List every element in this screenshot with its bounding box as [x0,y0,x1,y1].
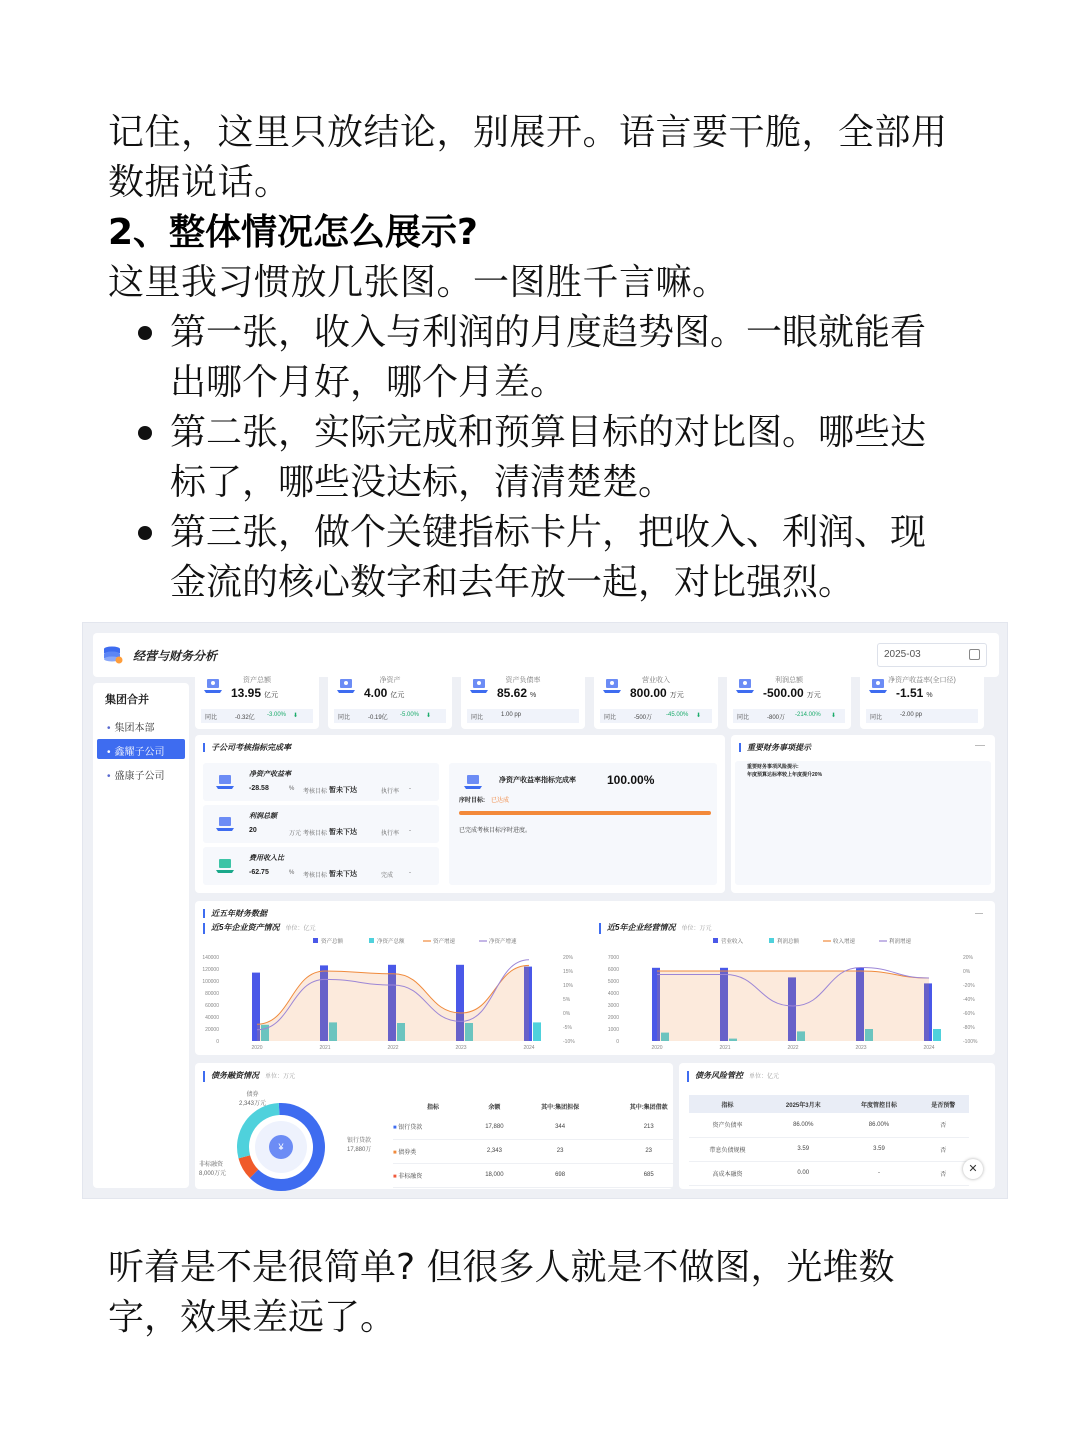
x-tick-label: 2022 [387,1045,399,1051]
legend-swatch [769,938,774,943]
risk-panel [679,1063,995,1189]
x-tick-label: 2023 [855,1045,867,1051]
y-tick-label: 0% [563,1011,571,1017]
y-tick-label: 4000 [607,991,619,997]
kpi-card-roe[interactable]: 净资产收益率(全口径) -1.51 % 同比 -2.00 pp [860,669,984,729]
debt-panel [195,1063,673,1189]
y-tick-label: 10% [563,983,574,989]
operations-chart [595,935,995,1051]
x-tick-label: 2021 [319,1045,331,1051]
legend-label: 利润增速 [889,939,912,945]
y-tick-label: 7000 [607,955,619,961]
y-tick-label: 20% [563,955,574,961]
sidebar-item-hq[interactable]: • 集团本部 [97,715,185,735]
assess-row-profit[interactable]: 利润总额 20 万元 考核目标 暂未下达 执行率 - [203,805,439,843]
table-row[interactable]: ■ 银行贷款 17,880 344 213 [393,1115,693,1139]
chart-title-operations: 近5年企业经营情况 单位：万元 [599,923,711,934]
y-tick-label: 0% [963,969,971,975]
sidebar-group-title[interactable]: 集团合并 [105,694,149,706]
legend-label: 资产增速 [433,939,456,945]
x-tick-label: 2020 [251,1045,263,1051]
collapse-icon[interactable] [975,913,983,914]
panel-title: 子公司考核指标完成率 [203,743,291,752]
x-tick-label: 2024 [923,1045,935,1051]
assess-row-cost-ratio[interactable]: 费用收入比 -62.75 % 考核目标 暂未下达 完成 - [203,847,439,885]
sidebar-item-xinyao[interactable]: • 鑫耀子公司 [97,739,185,759]
bullet-item: 第二张，实际完成和预算目标的对比图。哪些达标了，哪些没达标，清清楚楚。 [108,408,948,508]
collapse-icon[interactable] [975,745,985,746]
five-year-panel [195,901,995,1055]
x-tick-label: 2020 [651,1045,663,1051]
kpi-card-revenue[interactable]: 营业收入 800.00 万元 同比 -500万 -45.00% ⬇ [594,669,718,729]
paragraph-intro: 记住，这里只放结论，别展开。语言要干脆，全部用数据说话。 [108,112,948,203]
panel-title: 债务风险管控 单位：亿元 [687,1071,779,1082]
bar-利润总额 [933,1029,941,1041]
x-tick-label: 2022 [787,1045,799,1051]
x-tick-label: 2023 [455,1045,467,1051]
y-tick-label: 2000 [607,1015,619,1021]
bar-净资产总额 [533,1022,541,1041]
donut-label-bond: 债券 2,343万元 [239,1092,267,1107]
y-tick-label: -100% [963,1039,978,1045]
debt-table: 指标 余额 其中:集团担保 其中:集团借款 ■ 银行贷款 17,880 344 213 ■ 债券类 2,343 23 23 ■ 非标融资 18,000 698 685 [393,1097,693,1188]
y-tick-label: 120000 [202,967,219,973]
y-tick-label: 40000 [205,1015,219,1021]
series-area-资产增速 [257,965,529,1041]
y-tick-label: 140000 [202,955,219,961]
y-tick-label: 20000 [205,1027,219,1033]
y-tick-label: -80% [963,1025,975,1031]
table-row[interactable]: ■ 非标融资 18,000 698 685 [393,1163,693,1187]
panel-title: 近五年财务数据 [203,909,267,918]
y-tick-label: 5% [563,997,571,1003]
risk-table: 指标 2025年3月末 年度管控目标 是否预警 资产负债率 86.00% 86.00% 否 带息负债规模 3.59 3.59 否 高成本融资 0.00 - 否 [689,1095,969,1186]
bullet-item: 第三张，做个关键指标卡片，把收入、利润、现金流的核心数字和去年放一起，对比强烈。 [108,508,948,608]
y-tick-label: 3000 [607,1003,619,1009]
kpi-card-total-assets[interactable]: 资产总额 13.95 亿元 同比 -0.32亿 -3.00% ⬇ [195,669,319,729]
y-tick-label: 60000 [205,1003,219,1009]
assessment-panel [195,735,725,893]
y-tick-label: -20% [963,983,975,989]
laptop-icon [215,815,235,833]
legend-swatch [369,938,374,943]
kpi-strip [195,667,995,731]
kpi-card-net-assets[interactable]: 净资产 4.00 亿元 同比 -0.19亿 -5.00% ⬇ [328,669,452,729]
laptop-icon [215,857,235,875]
legend-label: 利润总额 [777,939,800,945]
legend-label: 净资产总额 [377,939,405,945]
donut-label-bank: 银行贷款 17,880万 [347,1138,372,1153]
slice-债券 [244,1157,254,1174]
org-sidebar [93,683,189,1188]
y-tick-label: -5% [563,1025,572,1031]
y-tick-label: 5000 [607,979,619,985]
section-heading: 2、整体情况怎么展示? [108,212,478,253]
laptop-icon [463,773,483,791]
assess-summary-card: 净资产收益率指标完成率 100.00% 序时目标: 已达成 已完成考核目标序时进度。 [449,763,717,885]
assets-chart [195,935,595,1051]
table-row[interactable]: ■ 债券类 2,343 23 23 [393,1139,693,1163]
legend-swatch [313,938,318,943]
chart-title-assets: 近5年企业资产情况 单位：亿元 [203,923,315,934]
donut-label-nonstd: 非标融资 8,000万元 [199,1162,227,1177]
dashboard-title: 经营与财务分析 [133,649,218,663]
legend-swatch [713,938,718,943]
database-icon [103,646,123,664]
table-row[interactable]: 带息负债规模 3.59 3.59 否 [689,1137,969,1161]
debt-donut-chart [235,1093,345,1193]
y-tick-label: 6000 [607,967,619,973]
paragraph-footer: 听着是不是很简单? 但很多人就是不做图，光堆数字，效果差远了。 [108,1247,895,1338]
y-tick-label: 100000 [202,979,219,985]
panel-title: 债务融资情况 单位：万元 [203,1071,295,1082]
close-icon[interactable]: ✕ [963,1159,983,1179]
article [108,108,948,608]
paragraph-charts: 这里我习惯放几张图。一图胜千言嘛。 [108,262,729,303]
y-tick-label: 0 [616,1039,619,1045]
y-tick-label: -40% [963,997,975,1003]
y-tick-label: 0 [216,1039,219,1045]
sidebar-item-shengkang[interactable]: • 盛康子公司 [97,763,185,783]
y-tick-label: 15% [563,969,574,975]
panel-title: 重要财务事项提示 [739,743,811,752]
laptop-icon [215,773,235,791]
x-tick-label: 2021 [719,1045,731,1051]
bullet-item: 第一张，收入与利润的月度趋势图。一眼就能看出哪个月好，哪个月差。 [108,308,948,408]
legend-label: 营业收入 [721,939,744,945]
table-row[interactable]: 资产负债率 86.00% 86.00% 否 [689,1113,969,1137]
y-tick-label: 1000 [607,1027,619,1033]
kpi-card-debt-ratio[interactable]: 资产负债率 85.62 % 同比 1.00 pp [461,669,585,729]
date-picker[interactable] [877,643,987,667]
calendar-icon[interactable] [969,649,980,660]
progress-bar [459,811,711,815]
notice-panel: 重要财务事项提示 重要财务事项风险提示: 年度预算达标率较上年度提升20% [731,735,995,893]
table-row[interactable]: 高成本融资 0.00 - 否 [689,1161,969,1185]
date-value: 2025-03 [884,649,921,660]
y-tick-label: -60% [963,1011,975,1017]
y-tick-label: 20% [963,955,974,961]
bullet-list [108,308,948,608]
assess-row-roe[interactable]: 净资产收益率 -28.58 % 考核目标 暂未下达 执行率 - [203,763,439,801]
legend-label: 净资产增速 [489,939,517,945]
x-tick-label: 2024 [523,1045,535,1051]
y-tick-label: 80000 [205,991,219,997]
legend-label: 收入增速 [833,939,856,945]
dashboard-screenshot [82,622,1008,1199]
legend-label: 资产总额 [321,939,344,945]
kpi-card-profit[interactable]: 利润总额 -500.00 万元 同比 -800万 -214.00% ⬇ [727,669,851,729]
y-tick-label: -10% [563,1039,575,1045]
yen-symbol: ¥ [278,1142,284,1152]
